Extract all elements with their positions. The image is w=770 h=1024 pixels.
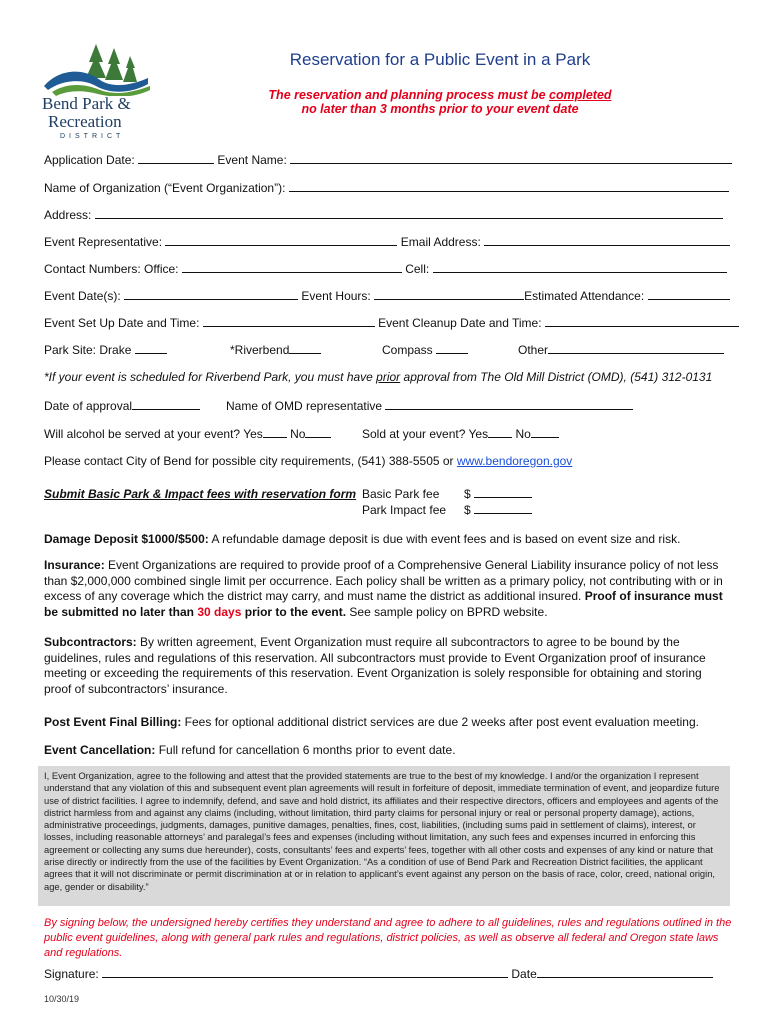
alcohol-served-no-field[interactable] bbox=[305, 426, 331, 438]
row-setup bbox=[44, 315, 739, 330]
basic-fee-field[interactable] bbox=[474, 486, 532, 498]
omd-rep-label: Name of OMD representative bbox=[226, 399, 383, 413]
riverbend-group bbox=[230, 342, 321, 357]
event-rep-field[interactable] bbox=[165, 234, 397, 246]
alcohol-sold-label: Sold at your event? Yes bbox=[362, 427, 489, 441]
row-signature bbox=[44, 966, 713, 981]
alcohol-sold-no-field[interactable] bbox=[531, 426, 559, 438]
org-name-label: Name of Organization (“Event Organization”): bbox=[44, 181, 286, 195]
logo-line-3: DISTRICT bbox=[60, 133, 125, 140]
email-field[interactable] bbox=[484, 234, 730, 246]
setup-label: Event Set Up Date and Time: bbox=[44, 316, 200, 330]
signature-label: Signature: bbox=[44, 967, 99, 981]
alcohol-sold-no-label: No bbox=[515, 427, 531, 441]
signature-date-label: Date bbox=[511, 967, 537, 981]
row-approval bbox=[44, 398, 728, 413]
agreement-box: I, Event Organization, agree to the following and attest that the provided statements are true to the best of my knowledge. I and/or the organization I represent understand that any violation of this and subsequent event plan agreements will result in forfeiture of deposit, immediate termination of event, and jeopardize future use of district facilities. I agree to indemnify, defend, and save and hold district, its affiliates and their respective directors, officers and employees and agents of the district harmless from and against any claims (including, without limitation, third party claims for personal injury or real or personal property damage), actions, administrative proceedings, judgments, damages, punitive damages, penalties, fines, cost, liabilities, (including sums paid in settlement of claims), interest, or losses, including reasonable attorneys’ and paralegal’s fees and expenses (including without limitation, any such fees and expenses incurred in enforcing this agreement or collecting any sums due hereunder), costs, consultants’ fees and experts’ fees, together with all other costs and expenses of any kind or nature that arise directly or indirectly from the use of the facilities by Event Organization. “As a condition of use of Bend Park and Recreation District facilities, the applicant agrees that it will not discriminate or permit discrimination at or in relation to applicant’s event against any person on the basis of race, color, creed, national origin, age, gender or disability.” bbox=[38, 766, 730, 906]
insurance-paragraph: Insurance: Event Organizations are required to provide proof of a Comprehensive General Liability insurance policy of not less than $2,000,000 combined single limit per occurrence. Each policy shall be written as a primary policy, not contributing with or in excess of any coverage which the district may carry, and must name the district as additional insured. Proof of insurance must be submitted no later than 30 days prior to the event. See sample policy on BPRD website. bbox=[44, 558, 723, 619]
district-logo bbox=[38, 42, 156, 162]
impact-fee-field[interactable] bbox=[474, 502, 532, 514]
event-dates-label: Event Date(s): bbox=[44, 289, 121, 303]
logo-line-1: Bend Park & bbox=[42, 94, 131, 113]
alcohol-sold-group bbox=[362, 426, 559, 441]
alcohol-served-label: Will alcohol be served at your event? Yes bbox=[44, 427, 263, 441]
office-phone-field[interactable] bbox=[182, 261, 402, 273]
event-name-label: Event Name: bbox=[217, 153, 287, 167]
event-hours-label: Event Hours: bbox=[301, 289, 371, 303]
impact-fee-label: Park Impact fee bbox=[362, 503, 447, 517]
event-hours-field[interactable] bbox=[374, 288, 524, 300]
alcohol-sold-yes-field[interactable] bbox=[488, 426, 512, 438]
impact-fee-row bbox=[362, 502, 532, 517]
subcontractors-paragraph: Subcontractors: By written agreement, Event Organization must require all subcontractors to agree to be bound by the guidelines, rules and regulations of this reservation. All subcontractors must provide to Event Organization proof of insurance meeting or exceeding the requirements of this reservation. Event Organization is solely responsible for obtaining and storing proof of subcontractors’ insurance. bbox=[44, 635, 706, 696]
attendance-field[interactable] bbox=[648, 288, 730, 300]
setup-field[interactable] bbox=[203, 315, 375, 327]
office-phone-label: Contact Numbers: Office: bbox=[44, 262, 179, 276]
address-field[interactable] bbox=[95, 207, 723, 219]
row-alcohol bbox=[44, 426, 728, 441]
email-label: Email Address: bbox=[400, 235, 481, 249]
event-rep-label: Event Representative: bbox=[44, 235, 163, 249]
cell-field[interactable] bbox=[433, 261, 727, 273]
cell-label: Cell: bbox=[405, 262, 430, 276]
page-title: Reservation for a Public Event in a Park bbox=[289, 50, 591, 69]
header-notice bbox=[250, 88, 630, 116]
damage-deposit: Damage Deposit $1000/$500: A refundable damage deposit is due with event fees and is based on event size and risk. bbox=[44, 532, 681, 546]
attendance-label: Estimated Attendance: bbox=[524, 289, 645, 303]
row-organization bbox=[44, 180, 729, 195]
approval-date-field[interactable] bbox=[132, 398, 200, 410]
row-dates bbox=[44, 288, 730, 303]
basic-fee-label: Basic Park fee bbox=[362, 487, 440, 501]
header-notice-line1: The reservation and planning process must be completed bbox=[268, 88, 612, 102]
riverbend-label: *Riverbend bbox=[230, 343, 290, 357]
org-name-field[interactable] bbox=[289, 180, 729, 192]
other-group bbox=[518, 342, 724, 357]
row-park-site bbox=[44, 342, 728, 357]
cleanup-label: Event Cleanup Date and Time: bbox=[378, 316, 542, 330]
riverbend-field[interactable] bbox=[289, 342, 321, 354]
other-field[interactable] bbox=[548, 342, 724, 354]
omd-rep-group bbox=[226, 398, 633, 413]
approval-date-label: Date of approval bbox=[44, 399, 133, 413]
signature-date-field[interactable] bbox=[537, 966, 713, 978]
impact-fee-dollar: $ bbox=[464, 503, 471, 517]
certification-statement: By signing below, the undersigned hereby certifies they understand and agree to adhere to all guidelines, rules and regulations outlined in the public event guidelines, along with general park rules and regulations, district policies, as well as observe all federal and Oregon state laws and regulations. bbox=[44, 917, 732, 959]
event-name-field[interactable] bbox=[290, 152, 732, 164]
row-contact bbox=[44, 261, 727, 276]
riverbend-note: *If your event is scheduled for Riverbend Park, you must have prior approval from The Old Mill District (OMD), (541) 312-0131 bbox=[44, 370, 713, 384]
row-address bbox=[44, 207, 723, 222]
compass-field[interactable] bbox=[436, 342, 468, 354]
compass-group bbox=[382, 342, 468, 357]
post-event-billing: Post Event Final Billing: Fees for optional additional district services are due 2 weeks after post event evaluation meeting. bbox=[44, 715, 699, 729]
event-cancellation: Event Cancellation: Full refund for cancellation 6 months prior to event date. bbox=[44, 743, 456, 757]
alcohol-served-yes-field[interactable] bbox=[263, 426, 287, 438]
omd-rep-field[interactable] bbox=[385, 398, 633, 410]
other-label: Other bbox=[518, 343, 549, 357]
application-date-label: Application Date: bbox=[44, 153, 135, 167]
basic-fee-dollar: $ bbox=[464, 487, 471, 501]
city-contact: Please contact City of Bend for possible city requirements, (541) 388-5505 or www.bendoregon.gov bbox=[44, 454, 573, 468]
cleanup-field[interactable] bbox=[545, 315, 739, 327]
fees-instruction: Submit Basic Park & Impact fees with reservation form bbox=[44, 487, 357, 501]
tree-wave-logo-icon bbox=[38, 42, 156, 96]
drake-label: Park Site: Drake bbox=[44, 343, 132, 357]
compass-label: Compass bbox=[382, 343, 433, 357]
event-dates-field[interactable] bbox=[124, 288, 298, 300]
basic-fee-row bbox=[362, 486, 532, 501]
row-representative bbox=[44, 234, 730, 249]
address-label: Address: bbox=[44, 208, 92, 222]
drake-field[interactable] bbox=[135, 342, 167, 354]
row-application bbox=[44, 152, 732, 167]
header-notice-line2: no later than 3 months prior to your event date bbox=[301, 102, 579, 116]
application-date-field[interactable] bbox=[138, 152, 214, 164]
insurance-days: 30 days bbox=[197, 604, 242, 619]
city-website-link[interactable]: www.bendoregon.gov bbox=[456, 454, 573, 468]
alcohol-served-no-label: No bbox=[290, 427, 306, 441]
logo-line-2: Recreation bbox=[48, 112, 122, 131]
footer-date: 10/30/19 bbox=[44, 994, 80, 1004]
signature-field[interactable] bbox=[102, 966, 508, 978]
